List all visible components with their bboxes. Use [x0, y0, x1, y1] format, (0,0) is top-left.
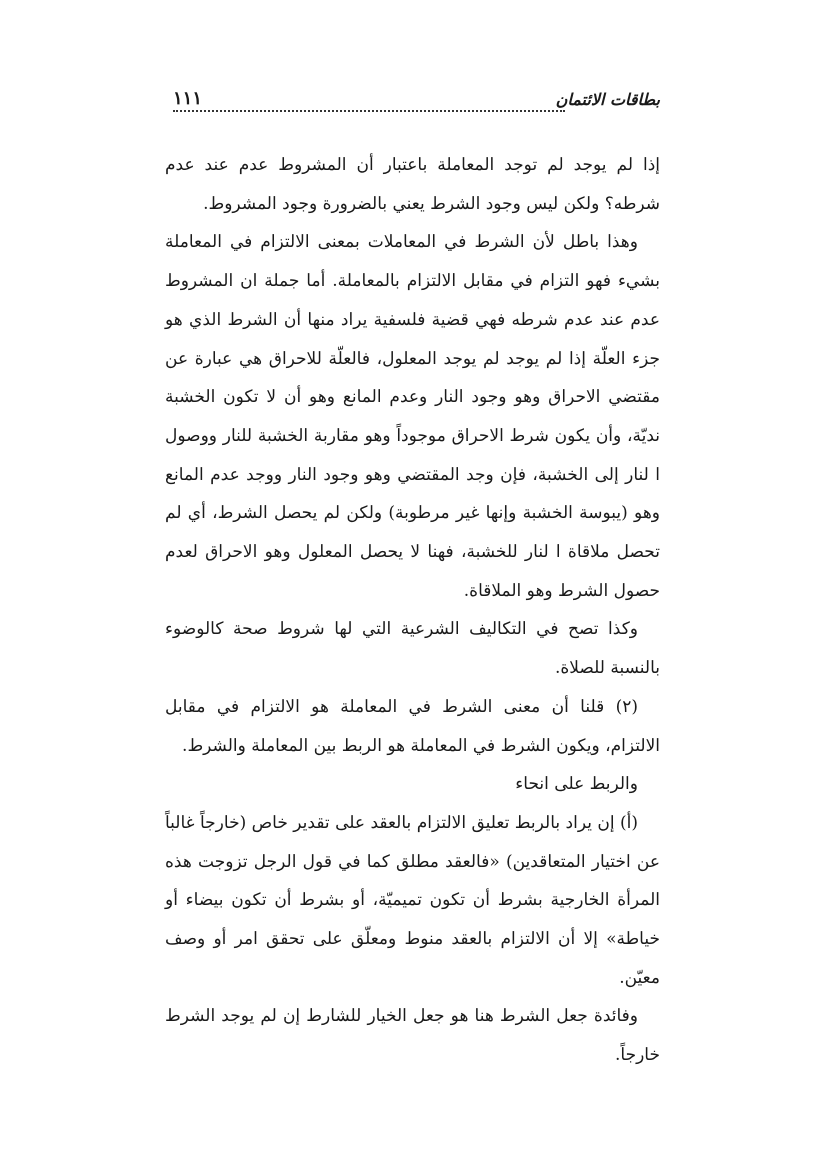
paragraph: (أ) إن يراد بالربط تعليق الالتزام بالعقد على تقدير خاص (خارجاً غالباً عن اختيار المتعاقدين) «فالعقد مطلق كما في قول الرجل تزوجت هذه المرأة الخارجية بشرط أن تكون تميميّة، أو بشرط أن تكون بيضاء أو خياطة» إلا أن الالتزام بالعقد منوط ومعلّق على تحقق امر أو وصف معيّن.	[165, 812, 660, 988]
book-page	[165, 88, 660, 1075]
running-header	[165, 88, 660, 122]
body-text	[165, 146, 660, 1075]
paragraph: وكذا تصح في التكاليف الشرعية التي لها شروط صحة كالوضوء بالنسبة للصلاة.	[165, 619, 660, 679]
paragraph: (٢) قلنا أن معنى الشرط في المعاملة هو الالتزام في مقابل الالتزام، ويكون الشرط في المعاملة هو الربط بين المعاملة والشرط.	[165, 696, 660, 756]
paragraph: إذا لم يوجد لم توجد المعاملة باعتبار أن المشروط عدم عند عدم شرطه؟ ولكن ليس وجود الشرط يعني بالضرورة وجود المشروط.	[165, 155, 660, 214]
header-dotted-leader	[173, 110, 565, 112]
paragraph: والربط على انحاء	[515, 774, 638, 795]
paragraph: وهذا باطل لأن الشرط في المعاملات بمعنى الالتزام في المعاملة بشيء فهو التزام في مقابل الالتزام بالمعاملة. أما جملة ان المشروط عدم عند عدم شرطه فهي قضية فلسفية يراد منها أن الشرط الذي هو جزء العلّة إذا لم يوجد لم يوجد المعلول، فالعلّة للاحراق هي عبارة عن مقتضي الاحراق وهو وجود النار وعدم المانع وهو أن لا تكون الخشبة نديّة، وأن يكون شرط الاحراق موجوداً وهو مقاربة الخشبة للنار ووصول ا لنار إلى الخشبة، فإن وجد المقتضي وهو وجود النار ووجد عدم المانع وهو (يبوسة الخشبة وإنها غير مرطوبة) ولكن لم يحصل الشرط، أي لم تحصل ملاقاة ا لنار للخشبة، فهنا لا يحصل المعلول وهو الاحراق لعدم حصول الشرط وهو الملاقاة.	[165, 232, 660, 601]
running-header-title: بطاقات الائتمان	[555, 90, 660, 109]
paragraph: وفائدة جعل الشرط هنا هو جعل الخيار للشارط إن لم يوجد الشرط خارجاً.	[165, 1006, 660, 1066]
page-number: ١١١	[173, 88, 203, 109]
